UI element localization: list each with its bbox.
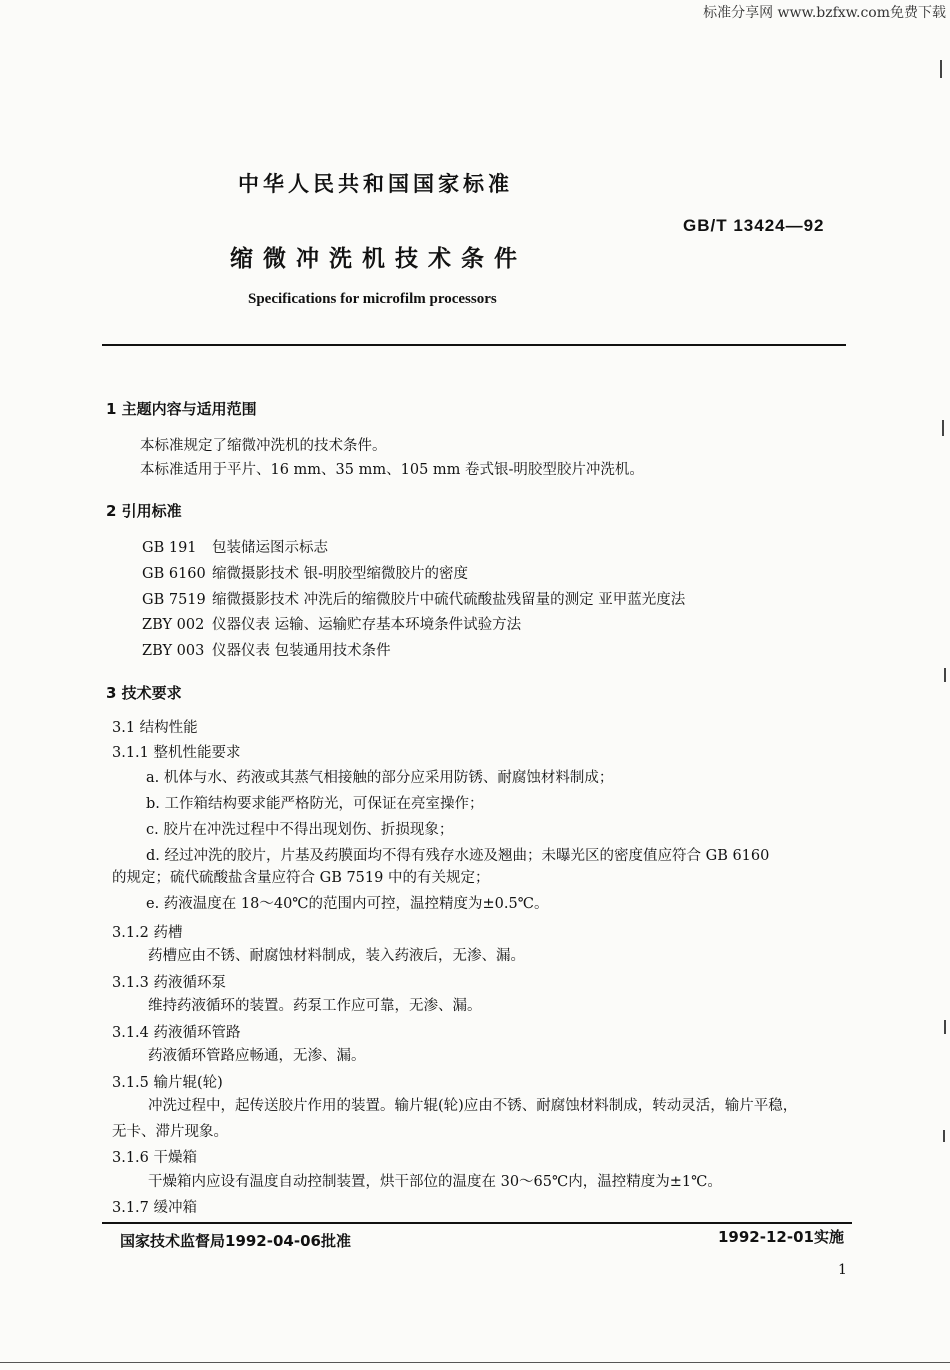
english-title: Specifications for microfilm processors xyxy=(248,291,497,307)
scan-mark xyxy=(944,1020,946,1034)
reference-code: GB 7519 xyxy=(142,592,206,608)
watermark: 标准分享网 www.bzfxw.com免费下载 xyxy=(703,5,946,21)
subsection-heading: 3.1.3 药液循环泵 xyxy=(112,975,227,991)
reference-title: 仪器仪表 运输、运输贮存基本环境条件试验方法 xyxy=(212,617,522,633)
requirement-item: c. 胶片在冲洗过程中不得出现划伤、折损现象； xyxy=(146,822,454,838)
reference-item xyxy=(142,536,328,557)
effective-date: 1992-12-01实施 xyxy=(718,1228,844,1246)
page-title: 缩微冲洗机技术条件 xyxy=(230,246,527,272)
reference-item xyxy=(142,562,468,583)
standard-number: GB/T 13424—92 xyxy=(683,216,825,235)
subsection-heading: 3.1.4 药液循环管路 xyxy=(112,1025,241,1041)
reference-code: ZBY 003 xyxy=(142,643,205,659)
approval-note: 国家技术监督局1992-04-06批准 xyxy=(120,1232,351,1250)
reference-title: 缩微摄影技术 冲洗后的缩微胶片中硫代硫酸盐残留量的测定 亚甲蓝光度法 xyxy=(212,592,686,608)
reference-title: 仪器仪表 包装通用技术条件 xyxy=(212,643,391,659)
subsection-text: 维持药液循环的装置。药泵工作应可靠，无渗、漏。 xyxy=(148,998,482,1014)
section-1-line: 本标准规定了缩微冲洗机的技术条件。 xyxy=(140,438,387,454)
requirement-item: e. 药液温度在 18～40℃的范围内可控，温控精度为±0.5℃。 xyxy=(146,896,549,912)
org-title: 中华人民共和国国家标准 xyxy=(238,172,513,196)
subsection-heading: 3.1.1 整机性能要求 xyxy=(112,745,241,761)
reference-code: GB 191 xyxy=(142,540,197,556)
requirement-item: d. 经过冲洗的胶片，片基及药膜面均不得有残存水迹及翘曲；未曝光区的密度值应符合 GB 6160 xyxy=(146,848,770,864)
requirement-item-continued: 的规定；硫代硫酸盐含量应符合 GB 7519 中的有关规定； xyxy=(112,870,490,886)
subsection-text: 药槽应由不锈、耐腐蚀材料制成，装入药液后，无渗、漏。 xyxy=(148,948,525,964)
subsection-heading: 3.1.2 药槽 xyxy=(112,925,183,941)
subsection-heading: 3.1.5 输片辊(轮) xyxy=(112,1075,223,1091)
requirement-item: a. 机体与水、药液或其蒸气相接触的部分应采用防锈、耐腐蚀材料制成； xyxy=(146,770,614,786)
subsection-text: 冲洗过程中，起传送胶片作用的装置。输片辊(轮)应由不锈、耐腐蚀材料制成，转动灵活，输片平稳， xyxy=(148,1098,798,1114)
subsection-heading: 3.1.6 干燥箱 xyxy=(112,1150,198,1166)
scan-mark xyxy=(942,420,944,436)
requirement-item: b. 工作箱结构要求能严格防光，可保证在亮室操作； xyxy=(146,796,484,812)
reference-title: 缩微摄影技术 银-明胶型缩微胶片的密度 xyxy=(212,566,469,582)
scan-mark xyxy=(940,60,942,78)
section-3-heading: 3 技术要求 xyxy=(106,684,182,702)
page-edge-line xyxy=(0,1362,950,1363)
footer-divider xyxy=(102,1222,852,1224)
scan-mark xyxy=(944,668,946,682)
page-number: 1 xyxy=(838,1262,847,1278)
reference-title: 包装储运图示标志 xyxy=(212,540,328,556)
section-1-line: 本标准适用于平片、16 mm、35 mm、105 mm 卷式银-明胶型胶片冲洗机。 xyxy=(140,462,644,478)
scan-mark xyxy=(943,1130,945,1142)
reference-item xyxy=(142,639,391,660)
section-2-heading: 2 引用标准 xyxy=(106,502,182,520)
header-divider xyxy=(102,344,846,346)
subsection-heading: 3.1.7 缓冲箱 xyxy=(112,1200,198,1216)
reference-code: GB 6160 xyxy=(142,566,206,582)
reference-code: ZBY 002 xyxy=(142,617,205,633)
reference-item xyxy=(142,613,521,634)
subsection-text: 药液循环管路应畅通，无渗、漏。 xyxy=(148,1048,366,1064)
subsection-text-continued: 无卡、滞片现象。 xyxy=(112,1124,228,1140)
reference-item xyxy=(142,588,685,609)
subsection-heading: 3.1 结构性能 xyxy=(112,720,198,736)
subsection-text: 干燥箱内应设有温度自动控制装置，烘干部位的温度在 30～65℃内，温控精度为±1℃。 xyxy=(148,1174,722,1190)
section-1-heading: 1 主题内容与适用范围 xyxy=(106,400,257,418)
